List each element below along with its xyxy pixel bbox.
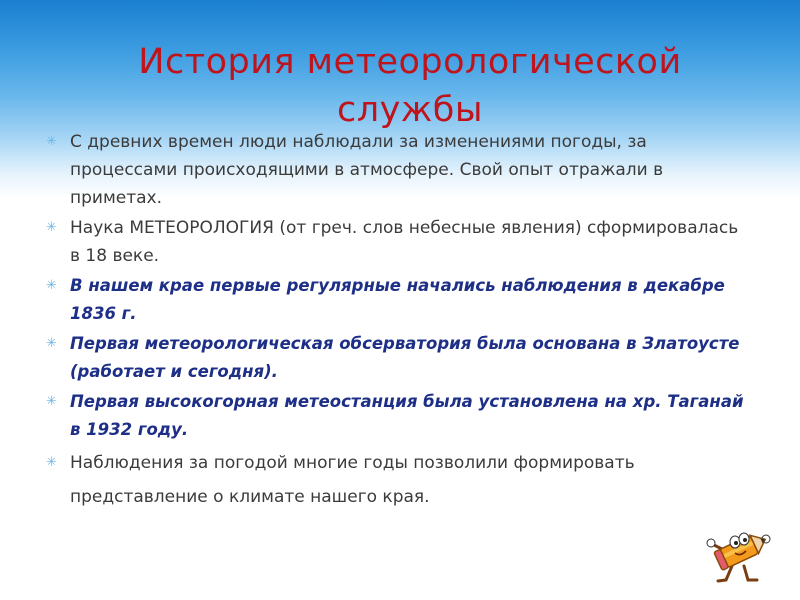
bullet-item [46,214,746,270]
pencil-mascot-icon [702,520,774,586]
bullet-item [46,388,746,444]
bullet-item [46,330,746,386]
slide-title: История метеорологической службы [138,42,682,130]
bullet-star-icon: ✳ [46,394,57,409]
bullet-text: Первая метеорологическая обсерватория была основана в Златоусте (работает и сегодня). [70,334,740,381]
bullet-star-icon: ✳ [46,336,57,351]
bullet-item [46,128,746,212]
bullet-star-icon: ✳ [46,455,57,470]
bullet-text: С древних времен люди наблюдали за изменениями погоды, за процессами происходящими в атмосфере. Свой опыт отражали в приметах. [70,132,664,208]
bullet-item [46,446,746,514]
bullet-text: Наука МЕТЕОРОЛОГИЯ (от греч. слов небесные явления) сформировалась в 18 веке. [70,218,739,266]
bullet-item [46,272,746,328]
bullet-list [46,128,746,516]
bullet-text: В нашем крае первые регулярные начались наблюдения в декабре 1836 г. [70,276,725,323]
bullet-text: Первая высокогорная метеостанция была установлена на хр. Таганай в 1932 году. [70,392,744,439]
bullet-star-icon: ✳ [46,220,57,235]
bullet-star-icon: ✳ [46,278,57,293]
bullet-star-icon: ✳ [46,134,57,149]
bullet-text: Наблюдения за погодой многие годы позволили формировать представление о климате нашего края. [70,453,635,507]
